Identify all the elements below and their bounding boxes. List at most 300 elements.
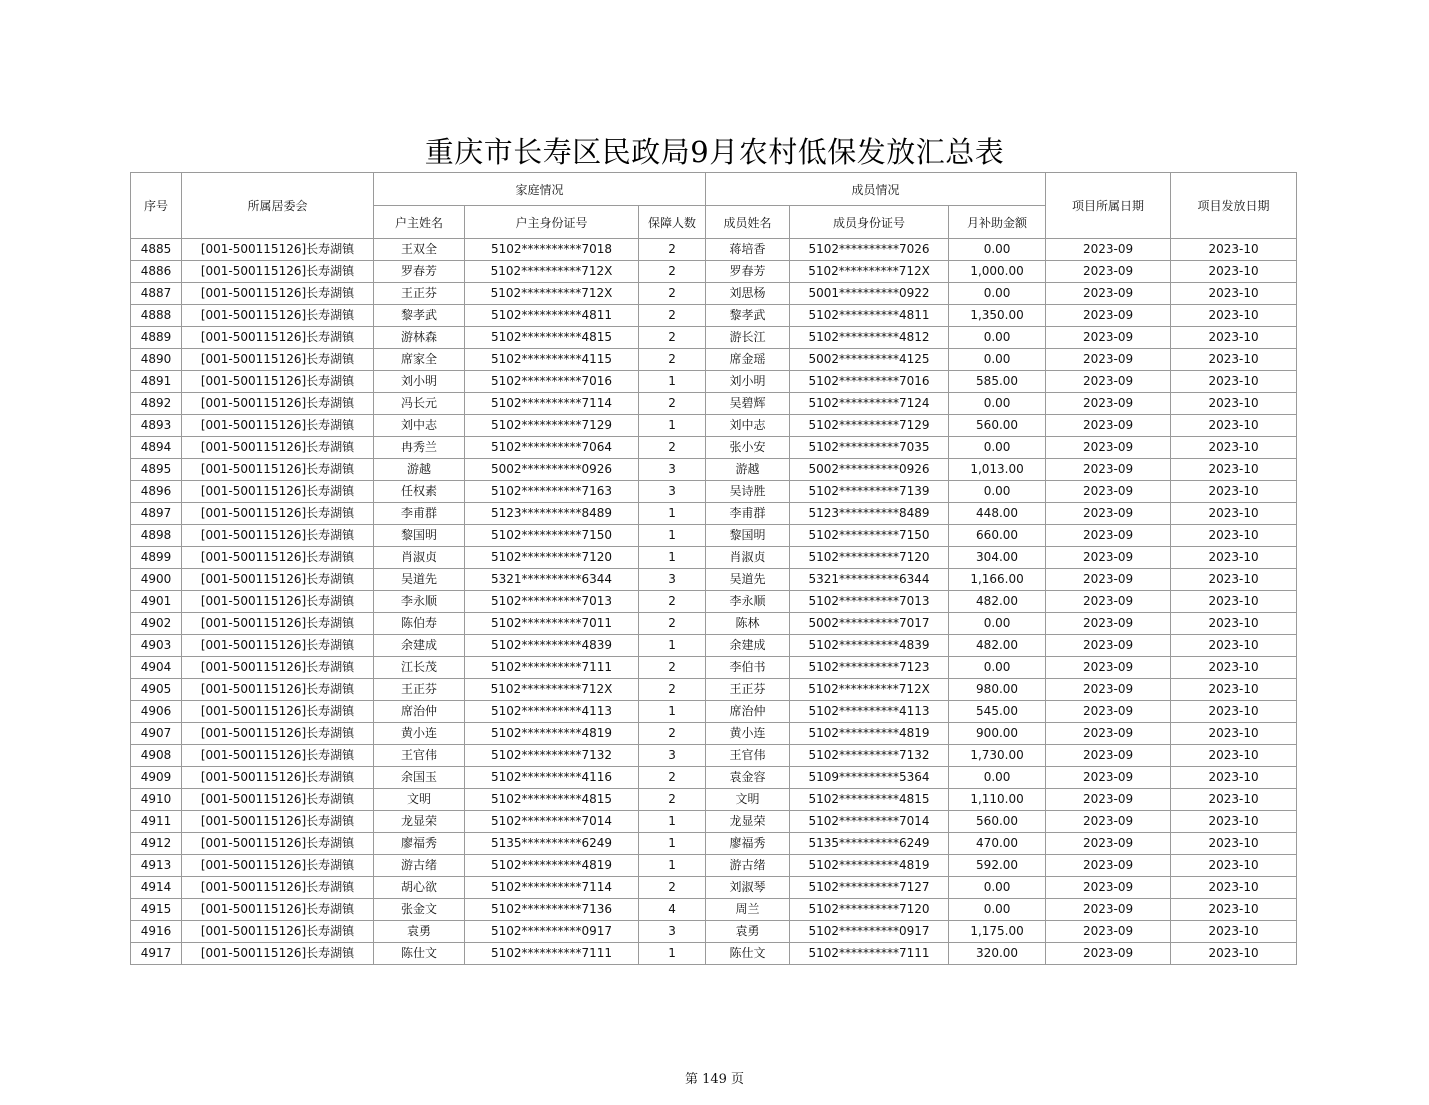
cell-member-id: 5102**********4811 — [790, 305, 949, 327]
cell-project-date: 2023-09 — [1046, 547, 1171, 569]
cell-seq: 4890 — [131, 349, 182, 371]
cell-issue-date: 2023-10 — [1171, 745, 1297, 767]
cell-householder-id: 5123**********8489 — [465, 503, 639, 525]
cell-seq: 4916 — [131, 921, 182, 943]
cell-member-id: 5001**********0922 — [790, 283, 949, 305]
cell-seq: 4897 — [131, 503, 182, 525]
cell-monthly-amount: 1,000.00 — [949, 261, 1046, 283]
cell-member-id: 5002**********7017 — [790, 613, 949, 635]
cell-householder-id: 5102**********0917 — [465, 921, 639, 943]
cell-householder-id: 5321**********6344 — [465, 569, 639, 591]
cell-seq: 4915 — [131, 899, 182, 921]
cell-monthly-amount: 320.00 — [949, 943, 1046, 965]
table-row — [131, 371, 1297, 393]
cell-householder-name: 李甫群 — [374, 503, 465, 525]
cell-protected-count: 2 — [639, 393, 706, 415]
cell-householder-name: 冉秀兰 — [374, 437, 465, 459]
cell-member-name: 吴诗胜 — [706, 481, 790, 503]
cell-project-date: 2023-09 — [1046, 701, 1171, 723]
cell-householder-name: 席治仲 — [374, 701, 465, 723]
cell-householder-name: 王官伟 — [374, 745, 465, 767]
cell-member-id: 5102**********4812 — [790, 327, 949, 349]
cell-member-name: 龙显荣 — [706, 811, 790, 833]
cell-monthly-amount: 660.00 — [949, 525, 1046, 547]
cell-monthly-amount: 0.00 — [949, 613, 1046, 635]
cell-monthly-amount: 0.00 — [949, 239, 1046, 261]
cell-householder-id: 5102**********4839 — [465, 635, 639, 657]
cell-project-date: 2023-09 — [1046, 635, 1171, 657]
header-householder-id: 户主身份证号 — [465, 206, 639, 239]
header-member-group: 成员情况 — [706, 173, 1046, 206]
cell-monthly-amount: 545.00 — [949, 701, 1046, 723]
table-body — [131, 239, 1297, 965]
cell-householder-name: 黎国明 — [374, 525, 465, 547]
cell-householder-name: 刘中志 — [374, 415, 465, 437]
cell-project-date: 2023-09 — [1046, 393, 1171, 415]
cell-seq: 4903 — [131, 635, 182, 657]
cell-monthly-amount: 448.00 — [949, 503, 1046, 525]
cell-protected-count: 1 — [639, 943, 706, 965]
cell-householder-id: 5135**********6249 — [465, 833, 639, 855]
cell-member-id: 5102**********7124 — [790, 393, 949, 415]
cell-householder-id: 5102**********712X — [465, 283, 639, 305]
cell-issue-date: 2023-10 — [1171, 635, 1297, 657]
cell-issue-date: 2023-10 — [1171, 613, 1297, 635]
cell-project-date: 2023-09 — [1046, 899, 1171, 921]
cell-householder-id: 5102**********4819 — [465, 723, 639, 745]
cell-issue-date: 2023-10 — [1171, 855, 1297, 877]
cell-member-name: 王官伟 — [706, 745, 790, 767]
cell-issue-date: 2023-10 — [1171, 459, 1297, 481]
cell-project-date: 2023-09 — [1046, 943, 1171, 965]
cell-member-id: 5135**********6249 — [790, 833, 949, 855]
cell-householder-id: 5102**********4815 — [465, 789, 639, 811]
cell-issue-date: 2023-10 — [1171, 349, 1297, 371]
cell-member-id: 5102**********7035 — [790, 437, 949, 459]
cell-monthly-amount: 592.00 — [949, 855, 1046, 877]
cell-member-name: 文明 — [706, 789, 790, 811]
cell-committee: [001-500115126]长寿湖镇 — [182, 811, 374, 833]
cell-seq: 4906 — [131, 701, 182, 723]
table-row — [131, 569, 1297, 591]
cell-committee: [001-500115126]长寿湖镇 — [182, 943, 374, 965]
cell-householder-name: 游林森 — [374, 327, 465, 349]
table-row — [131, 261, 1297, 283]
table-row — [131, 437, 1297, 459]
cell-member-id: 5123**********8489 — [790, 503, 949, 525]
cell-project-date: 2023-09 — [1046, 261, 1171, 283]
table-row — [131, 613, 1297, 635]
cell-member-name: 刘淑琴 — [706, 877, 790, 899]
cell-member-id: 5102**********7013 — [790, 591, 949, 613]
table-row — [131, 635, 1297, 657]
cell-project-date: 2023-09 — [1046, 921, 1171, 943]
cell-project-date: 2023-09 — [1046, 503, 1171, 525]
cell-protected-count: 2 — [639, 613, 706, 635]
cell-protected-count: 2 — [639, 789, 706, 811]
cell-seq: 4901 — [131, 591, 182, 613]
cell-member-id: 5102**********7120 — [790, 899, 949, 921]
cell-protected-count: 2 — [639, 305, 706, 327]
cell-issue-date: 2023-10 — [1171, 657, 1297, 679]
cell-issue-date: 2023-10 — [1171, 437, 1297, 459]
cell-monthly-amount: 304.00 — [949, 547, 1046, 569]
cell-householder-name: 廖福秀 — [374, 833, 465, 855]
cell-monthly-amount: 482.00 — [949, 635, 1046, 657]
cell-project-date: 2023-09 — [1046, 459, 1171, 481]
cell-householder-id: 5102**********4115 — [465, 349, 639, 371]
header-protected-count: 保障人数 — [639, 206, 706, 239]
cell-protected-count: 2 — [639, 591, 706, 613]
cell-monthly-amount: 0.00 — [949, 327, 1046, 349]
cell-householder-id: 5102**********7011 — [465, 613, 639, 635]
cell-householder-name: 袁勇 — [374, 921, 465, 943]
cell-member-id: 5102**********7014 — [790, 811, 949, 833]
cell-member-id: 5102**********0917 — [790, 921, 949, 943]
cell-seq: 4896 — [131, 481, 182, 503]
cell-committee: [001-500115126]长寿湖镇 — [182, 679, 374, 701]
cell-protected-count: 1 — [639, 503, 706, 525]
cell-protected-count: 2 — [639, 657, 706, 679]
cell-protected-count: 1 — [639, 371, 706, 393]
cell-seq: 4902 — [131, 613, 182, 635]
cell-member-id: 5102**********4113 — [790, 701, 949, 723]
cell-householder-name: 游越 — [374, 459, 465, 481]
cell-protected-count: 4 — [639, 899, 706, 921]
cell-monthly-amount: 1,175.00 — [949, 921, 1046, 943]
cell-member-name: 席治仲 — [706, 701, 790, 723]
cell-protected-count: 2 — [639, 767, 706, 789]
cell-householder-id: 5102**********7114 — [465, 393, 639, 415]
cell-member-id: 5102**********4839 — [790, 635, 949, 657]
cell-member-name: 黎国明 — [706, 525, 790, 547]
header-member-id: 成员身份证号 — [790, 206, 949, 239]
cell-householder-id: 5102**********7018 — [465, 239, 639, 261]
cell-committee: [001-500115126]长寿湖镇 — [182, 657, 374, 679]
table-row — [131, 503, 1297, 525]
cell-committee: [001-500115126]长寿湖镇 — [182, 635, 374, 657]
cell-committee: [001-500115126]长寿湖镇 — [182, 503, 374, 525]
cell-member-name: 陈仕文 — [706, 943, 790, 965]
cell-member-id: 5102**********7139 — [790, 481, 949, 503]
page-number: 第 149 页 — [684, 1072, 745, 1087]
cell-monthly-amount: 0.00 — [949, 877, 1046, 899]
cell-householder-id: 5102**********4811 — [465, 305, 639, 327]
cell-seq: 4892 — [131, 393, 182, 415]
cell-issue-date: 2023-10 — [1171, 547, 1297, 569]
cell-protected-count: 3 — [639, 459, 706, 481]
cell-member-id: 5102**********712X — [790, 261, 949, 283]
cell-monthly-amount: 0.00 — [949, 283, 1046, 305]
table-row — [131, 591, 1297, 613]
cell-member-id: 5109**********5364 — [790, 767, 949, 789]
cell-householder-name: 王正芬 — [374, 679, 465, 701]
table-row — [131, 899, 1297, 921]
cell-committee: [001-500115126]长寿湖镇 — [182, 437, 374, 459]
cell-householder-name: 陈仕文 — [374, 943, 465, 965]
table-row — [131, 459, 1297, 481]
cell-committee: [001-500115126]长寿湖镇 — [182, 591, 374, 613]
cell-householder-id: 5102**********7111 — [465, 943, 639, 965]
table-row — [131, 481, 1297, 503]
cell-committee: [001-500115126]长寿湖镇 — [182, 327, 374, 349]
cell-householder-name: 黎孝武 — [374, 305, 465, 327]
cell-seq: 4893 — [131, 415, 182, 437]
cell-monthly-amount: 1,350.00 — [949, 305, 1046, 327]
cell-householder-name: 余国玉 — [374, 767, 465, 789]
cell-householder-id: 5102**********7114 — [465, 877, 639, 899]
cell-committee: [001-500115126]长寿湖镇 — [182, 877, 374, 899]
cell-member-id: 5102**********7129 — [790, 415, 949, 437]
cell-issue-date: 2023-10 — [1171, 811, 1297, 833]
cell-committee: [001-500115126]长寿湖镇 — [182, 305, 374, 327]
cell-protected-count: 2 — [639, 239, 706, 261]
table-row — [131, 679, 1297, 701]
cell-householder-id: 5102**********7016 — [465, 371, 639, 393]
cell-member-name: 廖福秀 — [706, 833, 790, 855]
cell-project-date: 2023-09 — [1046, 833, 1171, 855]
cell-issue-date: 2023-10 — [1171, 327, 1297, 349]
cell-protected-count: 1 — [639, 855, 706, 877]
cell-committee: [001-500115126]长寿湖镇 — [182, 239, 374, 261]
cell-project-date: 2023-09 — [1046, 437, 1171, 459]
cell-member-name: 李伯书 — [706, 657, 790, 679]
cell-protected-count: 1 — [639, 833, 706, 855]
header-committee: 所属居委会 — [182, 173, 374, 239]
cell-committee: [001-500115126]长寿湖镇 — [182, 459, 374, 481]
header-issue-date: 项目发放日期 — [1171, 173, 1297, 239]
table-row — [131, 789, 1297, 811]
cell-monthly-amount: 1,013.00 — [949, 459, 1046, 481]
cell-member-name: 游古绪 — [706, 855, 790, 877]
cell-householder-id: 5102**********7132 — [465, 745, 639, 767]
cell-householder-name: 余建成 — [374, 635, 465, 657]
cell-member-name: 黄小连 — [706, 723, 790, 745]
cell-seq: 4889 — [131, 327, 182, 349]
cell-project-date: 2023-09 — [1046, 745, 1171, 767]
cell-householder-name: 龙显荣 — [374, 811, 465, 833]
cell-project-date: 2023-09 — [1046, 415, 1171, 437]
cell-issue-date: 2023-10 — [1171, 833, 1297, 855]
cell-householder-name: 游古绪 — [374, 855, 465, 877]
cell-seq: 4904 — [131, 657, 182, 679]
cell-householder-name: 冯长元 — [374, 393, 465, 415]
cell-issue-date: 2023-10 — [1171, 393, 1297, 415]
cell-seq: 4913 — [131, 855, 182, 877]
cell-issue-date: 2023-10 — [1171, 261, 1297, 283]
cell-project-date: 2023-09 — [1046, 525, 1171, 547]
cell-protected-count: 3 — [639, 569, 706, 591]
cell-seq: 4894 — [131, 437, 182, 459]
table-header — [131, 173, 1297, 239]
cell-householder-id: 5102**********7163 — [465, 481, 639, 503]
cell-householder-name: 王双全 — [374, 239, 465, 261]
cell-seq: 4895 — [131, 459, 182, 481]
cell-committee: [001-500115126]长寿湖镇 — [182, 569, 374, 591]
cell-protected-count: 1 — [639, 811, 706, 833]
cell-issue-date: 2023-10 — [1171, 789, 1297, 811]
cell-committee: [001-500115126]长寿湖镇 — [182, 349, 374, 371]
cell-member-id: 5002**********0926 — [790, 459, 949, 481]
cell-monthly-amount: 585.00 — [949, 371, 1046, 393]
cell-householder-id: 5102**********4815 — [465, 327, 639, 349]
cell-seq: 4885 — [131, 239, 182, 261]
cell-seq: 4899 — [131, 547, 182, 569]
cell-member-name: 吴碧辉 — [706, 393, 790, 415]
cell-member-id: 5102**********7026 — [790, 239, 949, 261]
cell-issue-date: 2023-10 — [1171, 569, 1297, 591]
cell-monthly-amount: 560.00 — [949, 415, 1046, 437]
cell-seq: 4898 — [131, 525, 182, 547]
cell-seq: 4900 — [131, 569, 182, 591]
cell-project-date: 2023-09 — [1046, 855, 1171, 877]
cell-member-name: 余建成 — [706, 635, 790, 657]
cell-protected-count: 3 — [639, 481, 706, 503]
table-row — [131, 767, 1297, 789]
table-row — [131, 327, 1297, 349]
cell-householder-name: 江长茂 — [374, 657, 465, 679]
cell-protected-count: 2 — [639, 327, 706, 349]
cell-project-date: 2023-09 — [1046, 569, 1171, 591]
cell-member-name: 游长江 — [706, 327, 790, 349]
cell-householder-name: 罗春芳 — [374, 261, 465, 283]
table-row — [131, 525, 1297, 547]
cell-seq: 4905 — [131, 679, 182, 701]
cell-member-id: 5102**********7111 — [790, 943, 949, 965]
cell-project-date: 2023-09 — [1046, 657, 1171, 679]
cell-protected-count: 2 — [639, 679, 706, 701]
cell-project-date: 2023-09 — [1046, 789, 1171, 811]
cell-seq: 4886 — [131, 261, 182, 283]
cell-issue-date: 2023-10 — [1171, 305, 1297, 327]
cell-householder-id: 5102**********7013 — [465, 591, 639, 613]
cell-committee: [001-500115126]长寿湖镇 — [182, 481, 374, 503]
cell-issue-date: 2023-10 — [1171, 723, 1297, 745]
cell-householder-id: 5102**********7150 — [465, 525, 639, 547]
table-row — [131, 657, 1297, 679]
cell-member-name: 游越 — [706, 459, 790, 481]
cell-project-date: 2023-09 — [1046, 877, 1171, 899]
table-row — [131, 393, 1297, 415]
cell-seq: 4887 — [131, 283, 182, 305]
cell-protected-count: 1 — [639, 701, 706, 723]
cell-committee: [001-500115126]长寿湖镇 — [182, 701, 374, 723]
cell-householder-id: 5102**********7136 — [465, 899, 639, 921]
cell-member-name: 黎孝武 — [706, 305, 790, 327]
cell-member-id: 5102**********7150 — [790, 525, 949, 547]
cell-member-name: 刘小明 — [706, 371, 790, 393]
cell-member-name: 刘中志 — [706, 415, 790, 437]
cell-protected-count: 1 — [639, 525, 706, 547]
cell-member-id: 5102**********4819 — [790, 723, 949, 745]
cell-seq: 4910 — [131, 789, 182, 811]
cell-monthly-amount: 0.00 — [949, 767, 1046, 789]
cell-committee: [001-500115126]长寿湖镇 — [182, 855, 374, 877]
cell-householder-name: 陈伯寿 — [374, 613, 465, 635]
cell-monthly-amount: 0.00 — [949, 393, 1046, 415]
cell-committee: [001-500115126]长寿湖镇 — [182, 789, 374, 811]
cell-protected-count: 1 — [639, 415, 706, 437]
cell-committee: [001-500115126]长寿湖镇 — [182, 767, 374, 789]
cell-issue-date: 2023-10 — [1171, 415, 1297, 437]
table-row — [131, 239, 1297, 261]
cell-seq: 4917 — [131, 943, 182, 965]
cell-issue-date: 2023-10 — [1171, 371, 1297, 393]
cell-member-name: 袁金容 — [706, 767, 790, 789]
cell-householder-name: 肖淑贞 — [374, 547, 465, 569]
cell-issue-date: 2023-10 — [1171, 877, 1297, 899]
table-row — [131, 811, 1297, 833]
cell-householder-name: 吴道先 — [374, 569, 465, 591]
cell-committee: [001-500115126]长寿湖镇 — [182, 723, 374, 745]
cell-householder-id: 5102**********7111 — [465, 657, 639, 679]
cell-member-name: 李永顺 — [706, 591, 790, 613]
cell-monthly-amount: 1,166.00 — [949, 569, 1046, 591]
cell-member-name: 王正芬 — [706, 679, 790, 701]
cell-member-name: 陈林 — [706, 613, 790, 635]
cell-monthly-amount: 560.00 — [949, 811, 1046, 833]
table-row — [131, 547, 1297, 569]
header-householder-name: 户主姓名 — [374, 206, 465, 239]
cell-monthly-amount: 470.00 — [949, 833, 1046, 855]
cell-householder-id: 5102**********712X — [465, 261, 639, 283]
cell-householder-id: 5102**********4113 — [465, 701, 639, 723]
cell-member-id: 5002**********4125 — [790, 349, 949, 371]
header-member-name: 成员姓名 — [706, 206, 790, 239]
table-row — [131, 833, 1297, 855]
cell-monthly-amount: 980.00 — [949, 679, 1046, 701]
cell-seq: 4914 — [131, 877, 182, 899]
cell-member-id: 5102**********7120 — [790, 547, 949, 569]
summary-table — [130, 172, 1297, 965]
cell-committee: [001-500115126]长寿湖镇 — [182, 371, 374, 393]
cell-issue-date: 2023-10 — [1171, 767, 1297, 789]
cell-issue-date: 2023-10 — [1171, 283, 1297, 305]
cell-issue-date: 2023-10 — [1171, 899, 1297, 921]
cell-member-name: 席金瑶 — [706, 349, 790, 371]
cell-committee: [001-500115126]长寿湖镇 — [182, 921, 374, 943]
cell-householder-id: 5102**********7129 — [465, 415, 639, 437]
cell-protected-count: 2 — [639, 877, 706, 899]
cell-member-id: 5102**********7016 — [790, 371, 949, 393]
header-seq: 序号 — [131, 173, 182, 239]
cell-seq: 4911 — [131, 811, 182, 833]
cell-householder-id: 5002**********0926 — [465, 459, 639, 481]
cell-protected-count: 2 — [639, 349, 706, 371]
cell-issue-date: 2023-10 — [1171, 921, 1297, 943]
cell-project-date: 2023-09 — [1046, 327, 1171, 349]
cell-project-date: 2023-09 — [1046, 767, 1171, 789]
cell-issue-date: 2023-10 — [1171, 943, 1297, 965]
header-family-group: 家庭情况 — [374, 173, 706, 206]
cell-member-id: 5102**********4819 — [790, 855, 949, 877]
header-project-date: 项目所属日期 — [1046, 173, 1171, 239]
cell-householder-name: 席家全 — [374, 349, 465, 371]
cell-committee: [001-500115126]长寿湖镇 — [182, 415, 374, 437]
cell-monthly-amount: 1,110.00 — [949, 789, 1046, 811]
cell-member-id: 5102**********4815 — [790, 789, 949, 811]
table-row — [131, 745, 1297, 767]
table-row — [131, 877, 1297, 899]
cell-seq: 4909 — [131, 767, 182, 789]
cell-member-id: 5321**********6344 — [790, 569, 949, 591]
cell-member-name: 吴道先 — [706, 569, 790, 591]
cell-member-id: 5102**********7123 — [790, 657, 949, 679]
table-row — [131, 855, 1297, 877]
cell-member-id: 5102**********7127 — [790, 877, 949, 899]
cell-monthly-amount: 900.00 — [949, 723, 1046, 745]
cell-member-name: 罗春芳 — [706, 261, 790, 283]
